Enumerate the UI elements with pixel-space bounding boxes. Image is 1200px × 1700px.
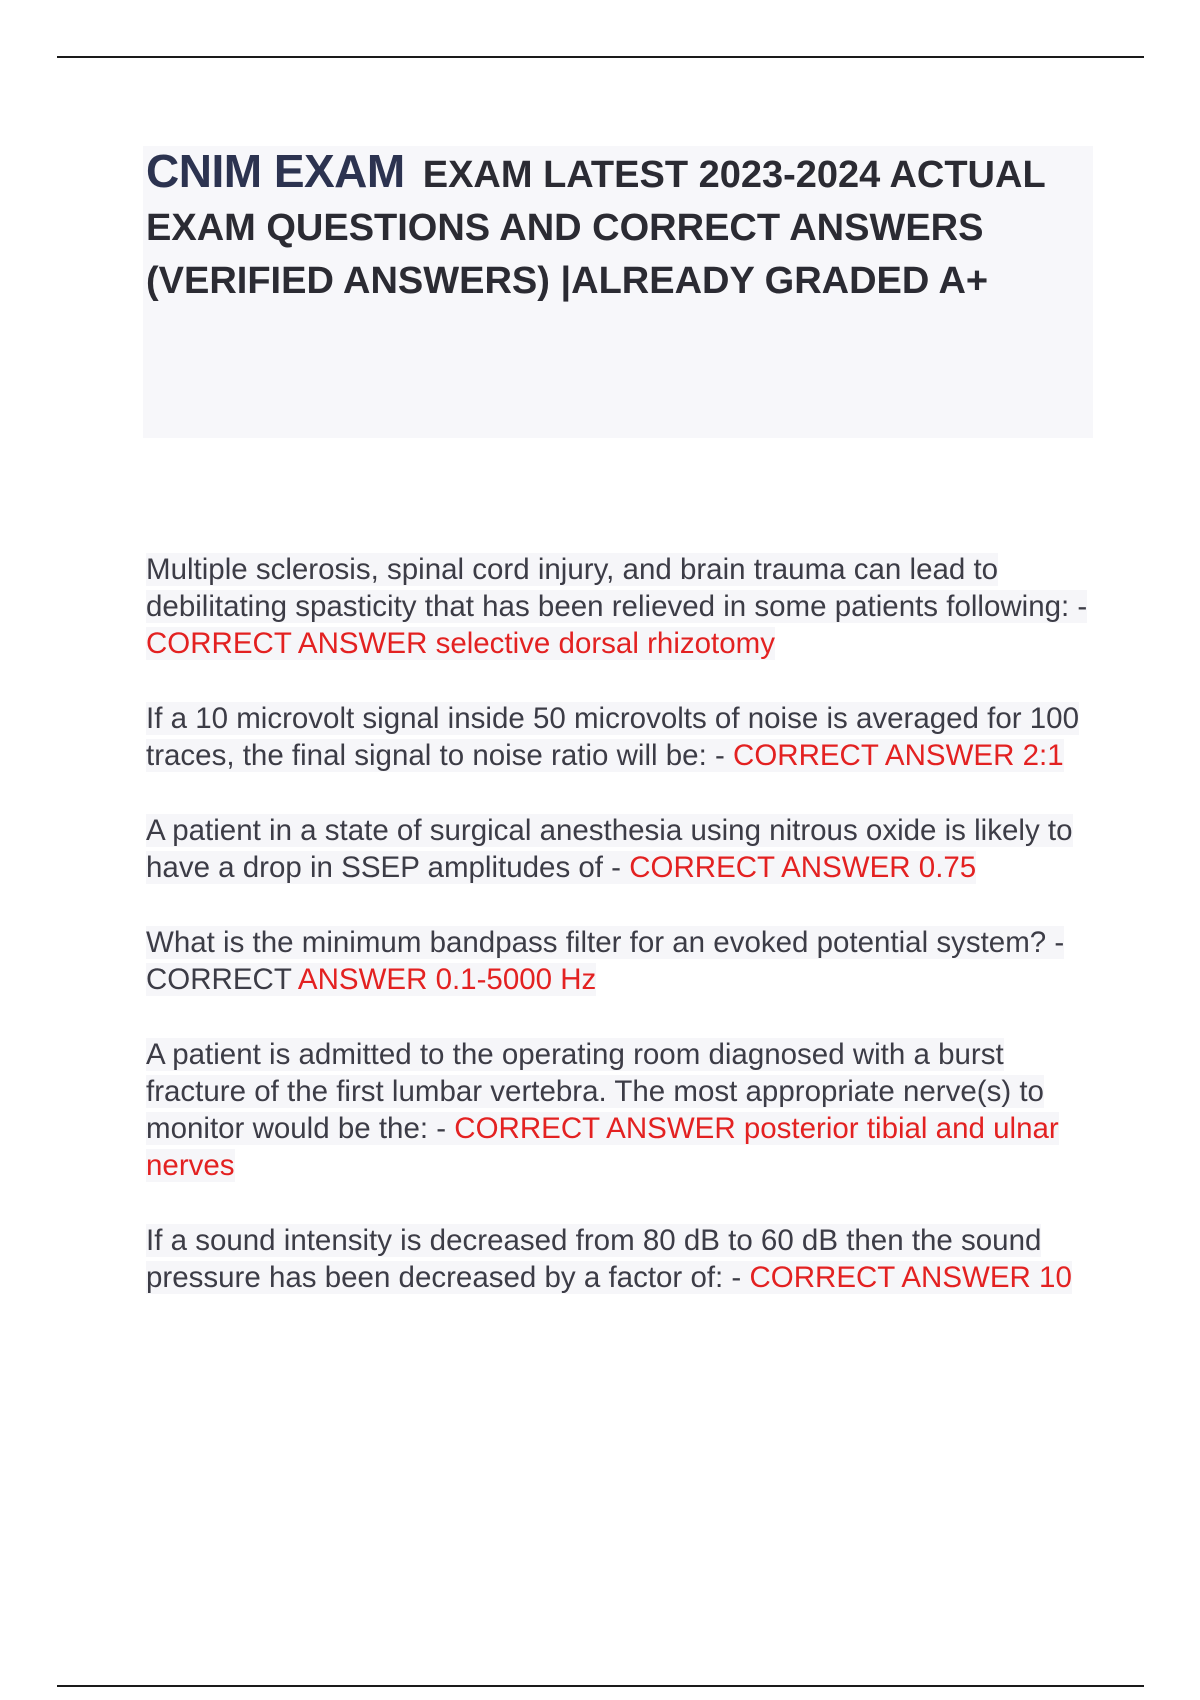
qa-item-1 bbox=[146, 551, 1096, 662]
answer-text: ANSWER 0.1-5000 Hz bbox=[297, 963, 597, 996]
question-text: A patient is admitted to the operating room diagnosed with a burst fracture of the first lumbar vertebra. The most appropriate nerve(s) to monitor would be the: - bbox=[146, 1038, 1044, 1145]
question-text: If a sound intensity is decreased from 80 dB to 60 dB then the sound pressure has been decreased by a factor of: - bbox=[146, 1224, 1042, 1294]
question-text: What is the minimum bandpass filter for an evoked potential system? - CORRECT bbox=[146, 926, 1065, 996]
answer-text: CORRECT ANSWER selective dorsal rhizotomy bbox=[146, 627, 775, 660]
qa-item-2 bbox=[146, 700, 1096, 774]
document-title bbox=[146, 145, 1086, 308]
question-text: A patient in a state of surgical anesthesia using nitrous oxide is likely to have a drop in SSEP amplitudes of - bbox=[146, 814, 1073, 884]
answer-text: CORRECT ANSWER 2:1 bbox=[733, 739, 1064, 772]
answer-text: CORRECT ANSWER 10 bbox=[749, 1261, 1072, 1294]
answer-text: CORRECT ANSWER 0.75 bbox=[629, 851, 977, 884]
title-brand: CNIM EXAM bbox=[146, 145, 405, 197]
question-text: If a 10 microvolt signal inside 50 microvolts of noise is averaged for 100 traces, the final signal to noise ratio will be: - bbox=[146, 702, 1079, 772]
qa-list bbox=[146, 551, 1096, 1334]
bottom-rule bbox=[57, 1685, 1144, 1687]
qa-item-4 bbox=[146, 924, 1096, 998]
answer-text: CORRECT ANSWER posterior tibial and ulnar nerves bbox=[146, 1112, 1059, 1182]
question-text: Multiple sclerosis, spinal cord injury, and brain trauma can lead to debilitating spasticity that has been relieved in some patients following: - bbox=[146, 553, 1088, 623]
top-rule bbox=[57, 56, 1144, 58]
qa-item-5 bbox=[146, 1036, 1096, 1184]
qa-item-6 bbox=[146, 1222, 1096, 1296]
title-rest: EXAM LATEST 2023-2024 ACTUAL EXAM QUESTIONS AND CORRECT ANSWERS (VERIFIED ANSWERS) |ALREADY GRADED A+ bbox=[146, 154, 1045, 302]
qa-item-3 bbox=[146, 812, 1096, 886]
